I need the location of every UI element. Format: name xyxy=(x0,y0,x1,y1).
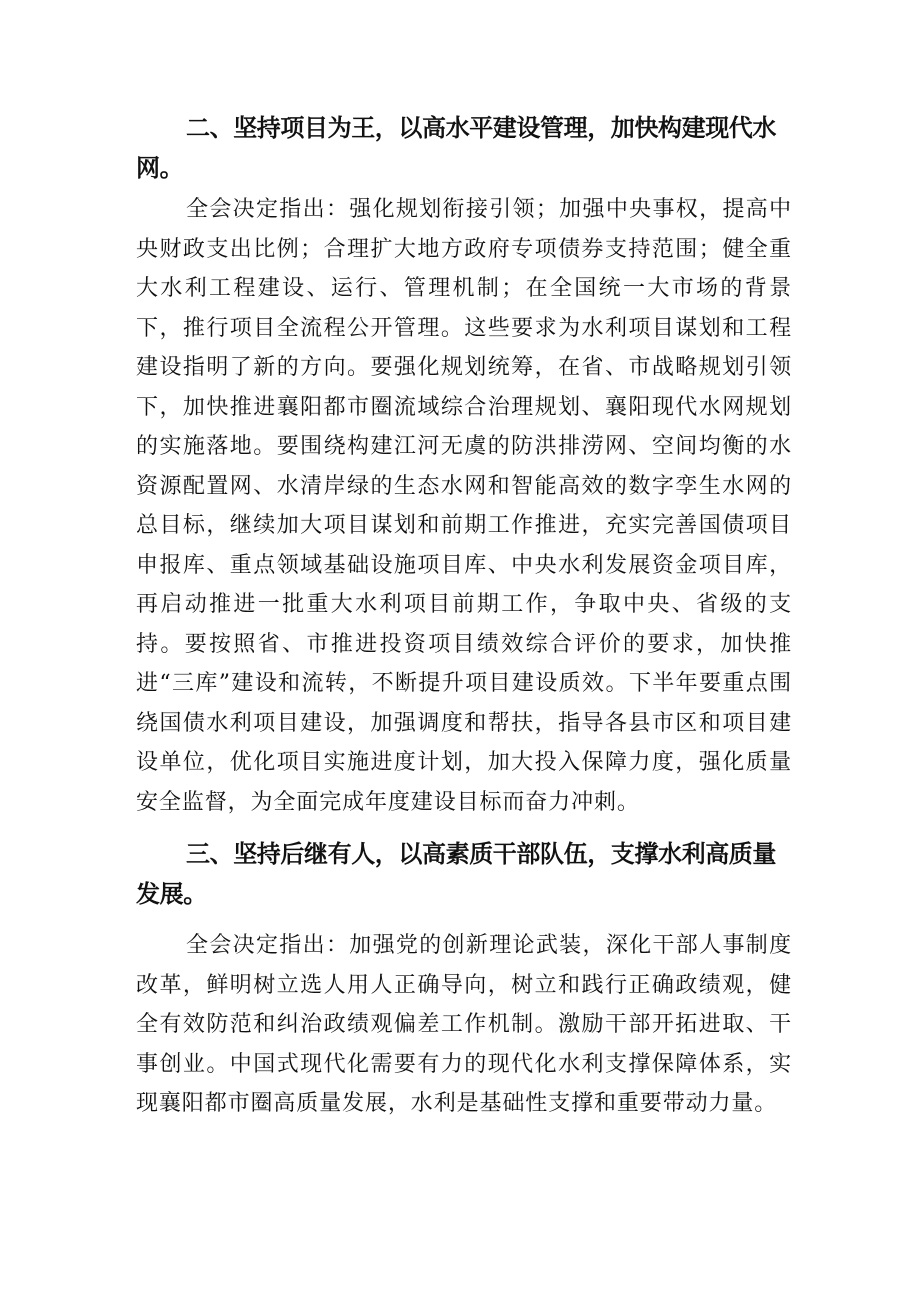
section-paragraph-2: 全会决定指出：加强党的创新理论武装，深化干部人事制度改革，鲜明树立选人用人正确导向，树立和践行正确政绩观，健全有效防范和纠治政绩观偏差工作机制。激励干部开拓进取、干事创业。中国式现代化需要有力的现代化水利支撑保障体系，实现襄阳都市圈高质量发展，水利是基础性支撑和重要带动力量。 xyxy=(136,933,792,1116)
section-paragraph-1: 全会决定指出：强化规划衔接引领；加强中央事权，提高中央财政支出比例；合理扩大地方政府专项债券支持范围；健全重大水利工程建设、运行、管理机制；在全国统一大市场的背景下，推行项目全流程公开管理。这些要求为水利项目谋划和工程建设指明了新的方向。要强化规划统筹，在省、市战略规划引领下，加快推进襄阳都市圈流域综合治理规划、襄阳现代水网规划的实施落地。要围绕构建江河无虞的防洪排涝网、空间均衡的水资源配置网、水清岸绿的生态水网和智能高效的数字孪生水网的总目标，继续加大项目谋划和前期工作推进，充实完善国债项目申报库、重点领域基础设施项目库、中央水利发展资金项目库，再启动推进一批重大水利项目前期工作，争取中央、省级的支持。要按照省、市推进投资项目绩效综合评价的要求，加快推进“三库”建设和流转，不断提升项目建设质效。下半年要重点围绕国债水利项目建设，加强调度和帮扶，指导各县市区和项目建设单位，优化项目实施进度计划，加大投入保障力度，强化质量安全监督，为全面完成年度建设目标而奋力冲刺。 xyxy=(136,197,792,815)
section-heading-3: 三、坚持后继有人，以高素质干部队伍，支撑水利高质量发展。 xyxy=(136,840,776,908)
document-body xyxy=(136,108,792,1124)
section-heading-2: 二、坚持项目为王，以高水平建设管理，加快构建现代水网。 xyxy=(136,114,776,182)
